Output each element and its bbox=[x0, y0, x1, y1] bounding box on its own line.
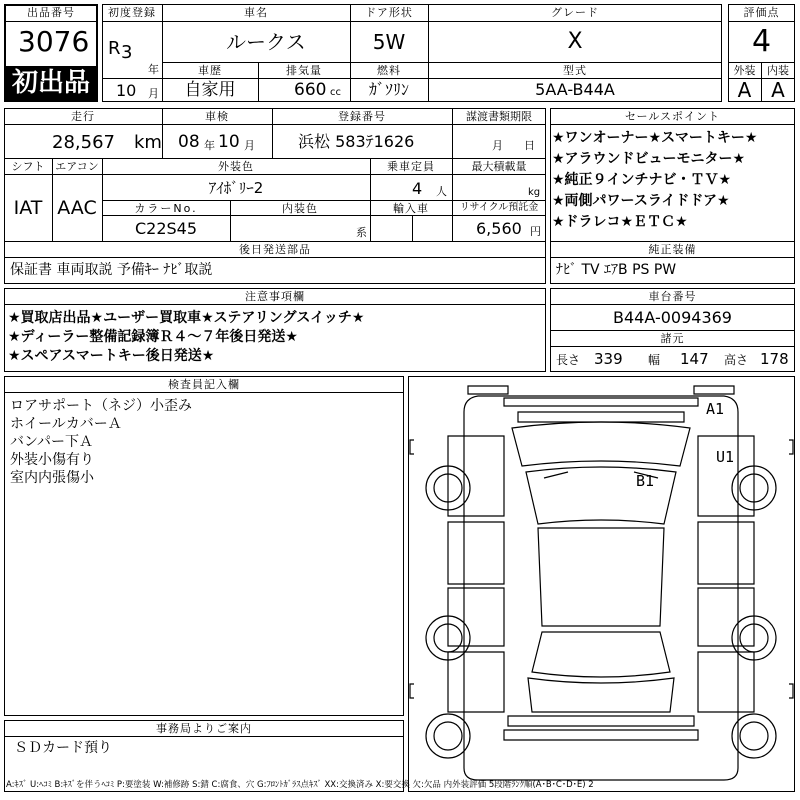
left-front-fender bbox=[448, 436, 504, 516]
notes-lines bbox=[8, 309, 544, 366]
right-rear-door bbox=[698, 588, 754, 646]
score-value: 4 bbox=[751, 24, 772, 59]
office-value: ＳＤカード預り bbox=[14, 740, 112, 756]
inspector-line: ロアサポート（ネジ）小歪み bbox=[10, 398, 192, 414]
shift-value: IAT bbox=[13, 197, 43, 219]
insp-year: 08 bbox=[178, 132, 200, 152]
mark-a1: A1 bbox=[706, 400, 725, 418]
front-bumper bbox=[504, 398, 698, 406]
note-line: ★スペアスマートキー後日発送★ bbox=[8, 348, 215, 364]
left-rear-door bbox=[448, 588, 504, 646]
sales-point: ★ドラレコ★ＥＴＣ★ bbox=[552, 214, 688, 230]
door-label: ドア形状 bbox=[365, 6, 413, 19]
inspection-label: 車検 bbox=[205, 110, 229, 123]
exterior-grade: A bbox=[737, 78, 752, 102]
left-rear-fender bbox=[448, 652, 504, 712]
width-value: 147 bbox=[680, 350, 709, 368]
mileage-value: 28,567 bbox=[52, 132, 115, 153]
note-line: ★ディーラー整備記録簿Ｒ４～７年後日発送★ bbox=[8, 329, 298, 345]
capacity-label: 乗車定員 bbox=[387, 160, 435, 173]
right-rear-fender bbox=[698, 652, 754, 712]
later-parts-label: 後日発送部品 bbox=[239, 243, 311, 256]
left-front-door bbox=[448, 522, 504, 584]
lot-label: 出品番号 bbox=[27, 6, 75, 19]
later-parts-value: 保証書 車両取説 予備ｷｰ ﾅﾋﾞ取説 bbox=[10, 262, 213, 278]
manual-day-unit: 日 bbox=[524, 139, 535, 152]
mileage-label: 走行 bbox=[71, 110, 95, 123]
equipment-value: ﾅﾋﾞ TV ｴｱB PS PW bbox=[556, 262, 677, 278]
inspector-line: バンパー下Ａ bbox=[10, 434, 94, 450]
displacement-label: 排気量 bbox=[286, 64, 322, 77]
first-listing-text: 初出品 bbox=[11, 68, 90, 98]
recycle-unit: 円 bbox=[530, 225, 541, 238]
recycle-label: リサイクル預託金 bbox=[459, 202, 539, 213]
rear-gate bbox=[528, 678, 674, 712]
length-value: 339 bbox=[594, 350, 623, 368]
reg-month: 10 bbox=[116, 81, 137, 100]
roof bbox=[538, 528, 664, 626]
legend-text: A:ｷｽﾞ U:ﾍｺﾐ B:ｷｽﾞを伴うﾍｺﾐ P:要塗装 W:補修跡 S:錆 C:腐食、穴 G:ﾌﾛﾝﾄｶﾞﾗｽ点ｷｽﾞ XX:交換済み X:要交換 欠:欠品 内外装評価 5段階ﾗﾝｸ順(A･B･C･D･E) 2 bbox=[6, 780, 594, 790]
color-label: 外装色 bbox=[218, 160, 254, 173]
sales-point: ★ワンオーナー★スマートキー★ bbox=[552, 130, 758, 146]
first-reg-label: 初度登録 bbox=[108, 6, 156, 19]
sales-points-label: セールスポイント bbox=[624, 110, 720, 123]
fuel-label: 燃料 bbox=[377, 64, 401, 77]
note-line: ★買取店出品★ユーザー買取車★ステアリングスイッチ★ bbox=[8, 310, 365, 326]
right-front-door bbox=[698, 522, 754, 584]
hood bbox=[512, 422, 690, 466]
fuel-value: ｶﾞｿﾘﾝ bbox=[368, 80, 409, 99]
year-unit: 年 bbox=[148, 63, 159, 76]
notes-label: 注意事項欄 bbox=[245, 290, 305, 303]
exterior-label: 外装 bbox=[733, 64, 756, 77]
mark-u1: U1 bbox=[716, 448, 735, 466]
month-unit: 月 bbox=[148, 87, 159, 100]
rear-bumper bbox=[508, 716, 694, 726]
sales-points-list bbox=[552, 128, 794, 233]
grade-label: グレード bbox=[551, 6, 599, 19]
inspector-lines bbox=[10, 397, 400, 487]
capacity-unit: 人 bbox=[436, 185, 447, 198]
height-value: 178 bbox=[760, 350, 789, 368]
lot-number: 3076 bbox=[18, 25, 90, 58]
equipment-label: 純正装備 bbox=[648, 243, 697, 256]
spare-wheel-left bbox=[426, 714, 470, 758]
interior-color-unit: 系 bbox=[356, 226, 367, 239]
recycle-value: 6,560 bbox=[476, 219, 522, 238]
reg-year: 3 bbox=[121, 42, 133, 63]
color-no-label: カラーNo. bbox=[134, 202, 198, 215]
car-name: ルークス bbox=[226, 30, 306, 54]
ac-value: AAC bbox=[57, 197, 97, 219]
color-no-value: C22S45 bbox=[134, 219, 198, 238]
color-value: ｱｲﾎﾞﾘｰ2 bbox=[208, 179, 264, 197]
specs-label: 諸元 bbox=[660, 332, 685, 345]
manual-label: 謀渡書類期限 bbox=[466, 110, 532, 123]
capacity-value: 4 bbox=[412, 179, 423, 198]
sales-point: ★両側パワースライドドア★ bbox=[552, 193, 730, 209]
model-label: 型式 bbox=[563, 64, 587, 77]
inspector-label: 検査員記入欄 bbox=[168, 378, 240, 391]
interior-color-label: 内装色 bbox=[282, 202, 318, 215]
sales-point: ★純正９インチナビ・ＴＶ★ bbox=[552, 172, 732, 188]
inspector-line: 室内内張傷小 bbox=[10, 470, 94, 486]
displacement-value: 660 bbox=[294, 80, 327, 100]
history-value: 自家用 bbox=[184, 80, 236, 100]
chassis-value: B44A-0094369 bbox=[613, 308, 732, 327]
insp-month: 10 bbox=[218, 132, 240, 152]
inspector-line: 外装小傷有り bbox=[10, 452, 94, 468]
insp-year-unit: 年 bbox=[204, 139, 215, 152]
history-label: 車歴 bbox=[198, 64, 222, 77]
plate-value: 浜松 583ﾃ1626 bbox=[298, 132, 415, 151]
car-name-label: 車名 bbox=[244, 6, 268, 19]
interior-label: 内装 bbox=[767, 64, 789, 77]
era: R bbox=[108, 38, 121, 59]
width-label: 幅 bbox=[648, 353, 661, 367]
car-diagram bbox=[408, 376, 795, 792]
displacement-unit: cc bbox=[330, 87, 341, 98]
insp-month-unit: 月 bbox=[244, 139, 255, 152]
plate-label: 登録番号 bbox=[338, 110, 386, 123]
interior-grade: A bbox=[771, 78, 785, 102]
ac-label: エアコン bbox=[55, 160, 99, 173]
body-outline bbox=[464, 396, 738, 780]
mark-b1: B1 bbox=[636, 472, 655, 490]
load-label: 最大積載量 bbox=[471, 160, 527, 173]
grade-value: X bbox=[567, 29, 583, 54]
manual-month-unit: 月 bbox=[492, 139, 503, 152]
import-label: 輸入車 bbox=[393, 202, 429, 215]
length-label: 長さ bbox=[556, 353, 581, 367]
office-label: 事務局よりご案内 bbox=[156, 722, 252, 735]
inspector-line: ホイールカバーＡ bbox=[10, 416, 122, 432]
score-label: 評価点 bbox=[743, 6, 780, 19]
sales-point: ★アラウンドビューモニター★ bbox=[552, 151, 746, 167]
height-label: 高さ bbox=[724, 353, 749, 367]
shift-label: シフト bbox=[11, 160, 45, 173]
model-value: 5AA-B44A bbox=[535, 80, 615, 99]
load-unit: kg bbox=[528, 187, 541, 198]
mileage-unit: km bbox=[134, 132, 162, 153]
rear-window bbox=[532, 632, 670, 677]
door-type: 5W bbox=[372, 30, 406, 54]
chassis-label: 車台番号 bbox=[648, 290, 697, 303]
